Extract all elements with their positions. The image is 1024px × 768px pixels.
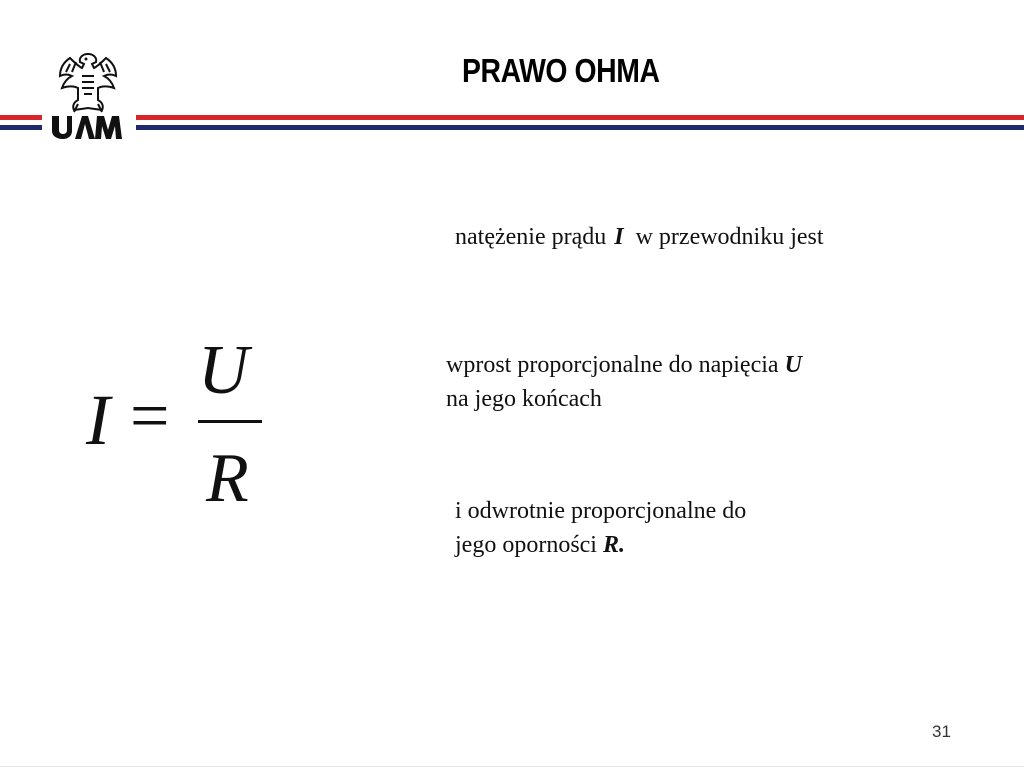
formula-current-symbol: I bbox=[86, 380, 110, 460]
statement-resistance-var: R. bbox=[602, 532, 625, 558]
header-stripe-blue-right bbox=[136, 125, 1024, 130]
statement-resistance-text-2: jego oporności bbox=[455, 532, 597, 558]
formula-fraction-bar bbox=[198, 420, 262, 423]
statement-voltage-text: wprost proporcjonalne do napięcia bbox=[446, 352, 779, 378]
formula-numerator: U bbox=[198, 332, 249, 409]
statement-voltage-var: U bbox=[784, 352, 802, 378]
page-number: 31 bbox=[932, 722, 951, 741]
statement-resistance bbox=[455, 494, 746, 562]
statement-resistance-text: i odwrotnie proporcjonalne do bbox=[455, 498, 747, 524]
bottom-divider bbox=[0, 766, 1024, 767]
header-stripe-red-left bbox=[0, 115, 42, 120]
formula-denominator: R bbox=[206, 440, 249, 517]
statement-current bbox=[455, 220, 824, 254]
ohm-law-formula bbox=[80, 330, 280, 520]
statement-voltage bbox=[446, 348, 802, 416]
header-stripe-red-right bbox=[136, 115, 1024, 120]
uam-logo bbox=[48, 48, 128, 140]
statement-voltage-text-2: na jego końcach bbox=[446, 386, 602, 412]
header-stripe-blue-left bbox=[0, 125, 42, 130]
statement-current-text-end: w przewodniku jest bbox=[635, 224, 824, 250]
formula-equals-sign: = bbox=[130, 378, 170, 455]
slide-title: PRAWO OHMA bbox=[462, 52, 660, 89]
statement-current-var: I bbox=[614, 224, 624, 250]
eagle-logo-icon bbox=[48, 48, 128, 140]
statement-current-text: natężenie prądu bbox=[455, 224, 607, 250]
